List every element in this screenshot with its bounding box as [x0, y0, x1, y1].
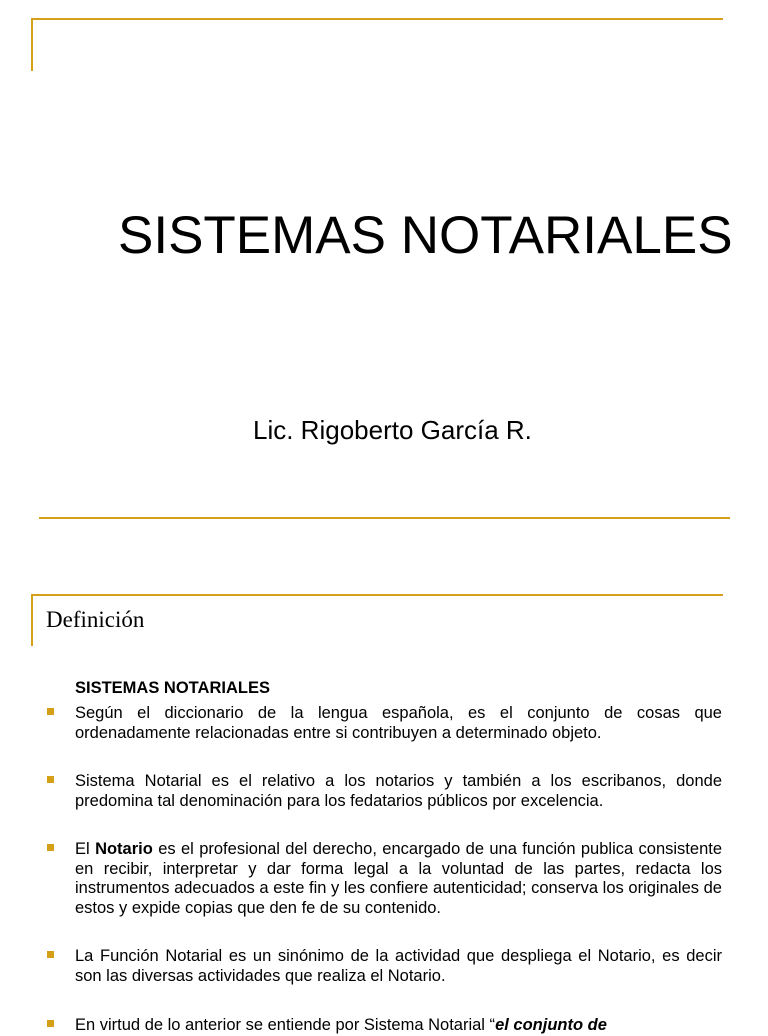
notario-term: Notario: [95, 840, 153, 858]
bullet-text: [75, 840, 722, 918]
bottom-rule: [39, 517, 730, 519]
bullet-item: [47, 947, 722, 986]
bullet-square-icon: [47, 844, 54, 851]
bullet-text-prefix: En virtud de lo anterior se entiende por Sistema Notarial “: [75, 1016, 496, 1034]
bullet-text: La Función Notarial es un sinónimo de la actividad que despliega el Notario, es decir son las diversas actividades que realiza el Notario.: [75, 947, 722, 985]
slide-title: SISTEMAS NOTARIALES: [118, 206, 733, 265]
bullet-text-rest: es el profesional del derecho, encargado de una función publica consistente en recibir, interpretar y dar forma legal a la voluntad de las partes, redacta los instrumentos adecuados a este fin y les confiere autenticidad; conserva los originales de estos y expide copias que den fe de su contenido.: [75, 840, 723, 917]
bullet-item: [47, 1016, 722, 1036]
bullet-item: [47, 840, 722, 918]
top-rule: [32, 18, 723, 20]
emphasized-phrase: el conjunto de: [495, 1016, 607, 1034]
bullet-text-prefix: El: [75, 840, 96, 858]
slide-subheading: SISTEMAS NOTARIALES: [75, 679, 270, 697]
bullet-square-icon: [47, 951, 54, 958]
bullet-square-icon: [47, 1020, 54, 1027]
bullet-text: [75, 1016, 722, 1036]
bullet-item: [47, 772, 722, 811]
slide-subtitle: Lic. Rigoberto García R.: [253, 415, 532, 445]
bullet-square-icon: [47, 708, 54, 715]
bullet-item: [47, 704, 722, 743]
left-rule: [31, 594, 33, 646]
bullet-square-icon: [47, 776, 54, 783]
top-rule: [32, 594, 723, 596]
slide-heading: Definición: [46, 607, 145, 632]
definition-slide: [0, 556, 768, 1034]
left-rule: [31, 18, 33, 71]
bullet-text: Sistema Notarial es el relativo a los notarios y también a los escribanos, donde predomina tal denominación para los fedatarios públicos por excelencia.: [75, 772, 722, 810]
bullet-text: Según el diccionario de la lengua española, es el conjunto de cosas que ordenadamente relacionadas entre si contribuyen a determinado objeto.: [75, 704, 722, 742]
